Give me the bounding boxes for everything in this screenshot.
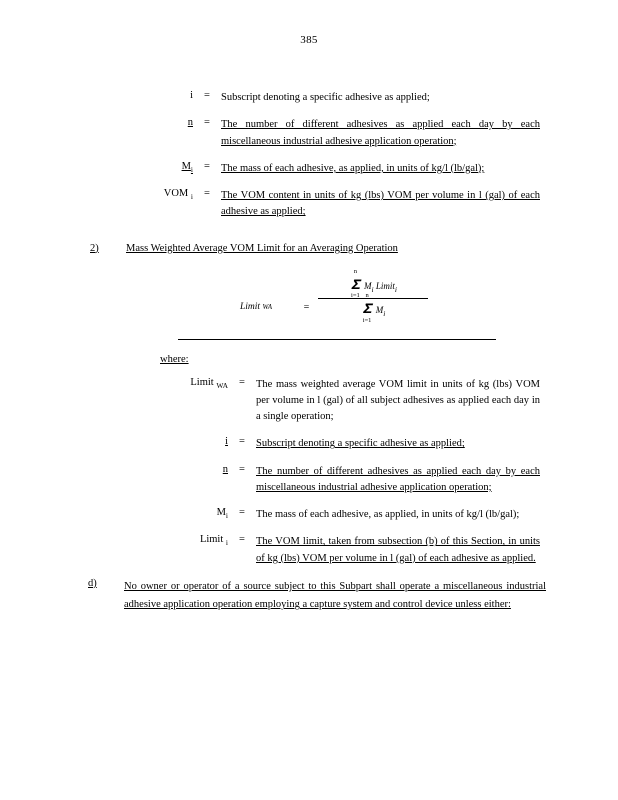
definition-term xyxy=(160,534,228,547)
definition-equals: = xyxy=(239,463,245,475)
summation-icon: 𝚺 n i=1 xyxy=(362,292,372,324)
definition-term-label: M xyxy=(181,160,191,172)
paragraph-marker: d) xyxy=(88,577,97,589)
definition-term: n xyxy=(222,463,228,475)
definition-row xyxy=(0,507,618,523)
definition-term xyxy=(160,377,228,390)
definition-term xyxy=(125,161,193,174)
definition-term-subscript: i xyxy=(190,164,193,174)
definition-term-label: M xyxy=(216,507,226,519)
definition-equals: = xyxy=(204,117,210,129)
definition-description: Subscript denoting a specific adhesive as applied; xyxy=(256,438,465,450)
numbered-item-2 xyxy=(0,243,618,254)
definition-term: i xyxy=(225,436,228,448)
definition-row xyxy=(0,377,618,426)
definition-term-subscript: i xyxy=(190,192,193,202)
paragraph-d xyxy=(0,578,618,615)
definition-equals: = xyxy=(239,507,245,519)
definition-description: The mass of each adhesive, as applied, in units of kg/l (lb/gal); xyxy=(256,509,520,521)
definition-description: Subscript denoting a specific adhesive as applied; xyxy=(221,92,430,103)
item-text: Mass Weighted Average VOM Limit for an Averaging Operation xyxy=(126,242,398,254)
definition-description: The number of different adhesives as applied each day by each miscellaneous industrial adhesive application operation; xyxy=(221,119,540,147)
definition-term-subscript: WA xyxy=(216,380,228,390)
formula-denominator: 𝚺 n i=1 $M_i$ xyxy=(362,292,386,324)
definition-description: The VOM content in units of kg (lbs) VOM per volume in l (gal) of each adhesive as applied; xyxy=(221,190,540,218)
definition-row xyxy=(0,117,618,150)
definition-term xyxy=(125,188,193,201)
definition-term-label: VOM xyxy=(163,188,189,200)
definition-term: n xyxy=(187,117,193,129)
definition-term xyxy=(160,507,228,520)
definition-term-label: Limit xyxy=(190,376,214,388)
where-label: where: xyxy=(160,353,189,365)
item-marker: 2) xyxy=(90,242,99,254)
definition-term: i xyxy=(190,90,193,101)
definition-description: The mass of each adhesive, as applied, in units of kg/l (lb/gal); xyxy=(221,162,485,174)
definition-equals: = xyxy=(239,436,245,448)
definition-description: The number of different adhesives as applied each day by each miscellaneous industrial adhesive application operation; xyxy=(256,465,540,493)
page-number: 385 xyxy=(300,34,318,46)
formula-left-label: Limit WA xyxy=(240,301,273,312)
formula-equals: = xyxy=(303,301,310,313)
definition-equals: = xyxy=(204,90,210,101)
summation-icon: 𝚺 n i=1 xyxy=(351,267,360,300)
page-content xyxy=(0,90,618,615)
definition-term-subscript: i xyxy=(225,511,228,521)
definition-description: The mass weighted average VOM limit in units of kg (lbs) VOM per volume in l (gal) of all subject adhesives as applied each day in a single operation; xyxy=(256,378,540,423)
formula-underline-rule xyxy=(178,338,496,340)
definition-row xyxy=(0,464,618,497)
definition-row xyxy=(0,161,618,177)
definition-row xyxy=(0,188,618,221)
fraction-bar xyxy=(318,297,428,299)
formula-fraction xyxy=(318,267,428,324)
formula-numerator: 𝚺 n i=1 $M_i$ Limit$_i$ xyxy=(351,267,397,300)
definition-term-label: Limit xyxy=(199,534,224,546)
definition-row xyxy=(0,90,618,106)
definition-equals: = xyxy=(204,160,210,172)
definition-equals: = xyxy=(239,534,245,546)
definition-row xyxy=(0,436,618,452)
definition-description: The VOM limit, taken from subsection (b) of this Section, in units of kg (lbs) VOM per volume in l (gal) of each adhesive as applied. xyxy=(256,536,540,564)
formula-block xyxy=(0,267,618,344)
definition-row xyxy=(0,534,618,567)
definition-equals: = xyxy=(239,376,245,388)
definition-term-subscript: i xyxy=(225,538,228,548)
definition-equals: = xyxy=(204,188,210,200)
paragraph-text: No owner or operator of a source subject to this Subpart shall operate a miscellaneous industrial adhesive application operation employing a capture system and control device unless either: xyxy=(124,580,546,611)
